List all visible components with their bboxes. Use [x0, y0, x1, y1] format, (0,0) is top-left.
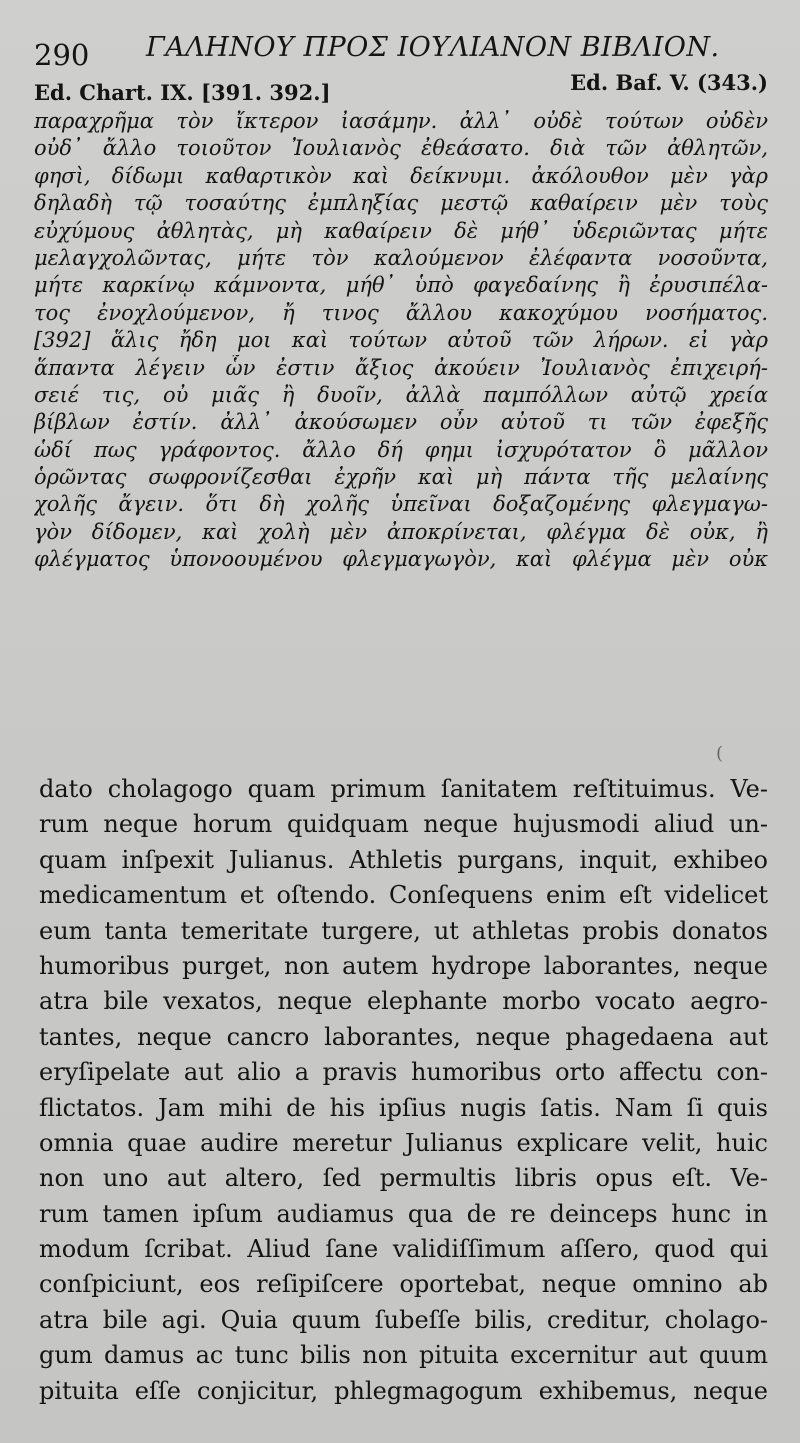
- greek-line: δηλαδὴ τῷ τοσαύτης ἐμπληξίας μεστῷ καθαίρειν μὲν τοὺς: [34, 191, 768, 216]
- latin-line: humoribus purget, non autem hydrope laborantes, neque: [39, 951, 768, 980]
- greek-line: οὐδ᾽ ἄλλο τοιοῦτον Ἰουλιανὸς ἐθεάσατο. διὰ τῶν ἀθλητῶν,: [34, 136, 768, 161]
- greek-line: βίβλων ἐστίν. ἀλλ᾽ ἀκούσωμεν οὖν αὐτοῦ τι τῶν ἐφεξῆς: [34, 410, 768, 435]
- greek-line: παραχρῆμα τὸν ἴκτερον ἰασάμην. ἀλλ᾽ οὐδὲ τούτων οὐδὲν: [34, 109, 768, 133]
- latin-line: atra bile vexatos, neque elephante morbo vocato aegro-: [39, 987, 768, 1016]
- edition-references: [34, 70, 768, 106]
- greek-line: τος ἐνοχλούμενον, ἤ τινος ἄλλου κακοχύμου νοσήματος.: [34, 300, 768, 325]
- greek-line: φησὶ, δίδωμι καθαρτικὸν καὶ δείκνυμι. ἀκόλουθον μὲν γὰρ: [34, 163, 768, 188]
- latin-line: non uno aut altero, ſed permultis libris opus eſt. Ve-: [39, 1164, 768, 1193]
- latin-line: flictatos. Jam mihi de his ipſius nugis ſatis. Nam ſi quis: [39, 1093, 768, 1122]
- latin-line: dato cholagogo quam primum ſanitatem reſtituimus. Ve-: [39, 775, 768, 803]
- greek-line: εὐχύμους ἀθλητὰς, μὴ καθαίρειν δὲ μήθ᾽ ὑδεριῶντας μήτε: [34, 218, 768, 243]
- greek-line: σειέ τις, οὐ μιᾶς ἢ δυοῖν, ἀλλὰ παμπόλλων αὐτῷ χρεία: [34, 382, 768, 407]
- greek-line: [392] ἅλις ἤδη μοι καὶ τούτων αὐτοῦ τῶν λήρων. εἰ γὰρ: [34, 328, 768, 353]
- page-number: 290: [34, 38, 90, 72]
- greek-line: ὁρῶντας σωφρονίζεσθαι ἐχρῆν καὶ μὴ πάντα τῆς μελαίνης: [34, 465, 768, 490]
- latin-line: conſpiciunt, eos reſipiſcere oportebat, neque omnino ab: [39, 1270, 768, 1299]
- latin-line: rum neque horum quidquam neque hujusmodi aliud un-: [39, 810, 768, 839]
- latin-line: eum tanta temeritate turgere, ut athletas probis donatos: [39, 916, 768, 945]
- greek-text-column: [34, 108, 768, 574]
- book-title: ΓΑΛΗΝΟΥ ΠΡΟΣ ΙΟΥΛΙΑΝΟΝ ΒΙΒΛΙΟΝ.: [146, 32, 720, 63]
- greek-line: γὸν δίδομεν, καὶ χολὴ μὲν ἀποκρίνεται, φλέγμα δὲ οὐκ, ἢ: [34, 519, 768, 544]
- greek-line: χολῆς ἄγειν. ὅτι δὴ χολῆς ὑπεῖναι δοξαζομένης φλεγμαγω-: [34, 492, 768, 517]
- greek-line: μελαγχολῶντας, μήτε τὸν καλούμενον ἐλέφαντα νοσοῦντα,: [34, 245, 768, 270]
- greek-line: φλέγματος ὑπονοουμένου φλεγμαγωγὸν, καὶ φλέγμα μὲν οὐκ: [34, 547, 768, 572]
- greek-line: ὡδί πως γράφοντος. ἄλλο δή φημι ἰσχυρότατον ὃ μᾶλλον: [34, 437, 768, 462]
- edition-chart-reference: Ed. Chart. IX. [391. 392.]: [34, 80, 331, 105]
- latin-text-column: [39, 772, 768, 1409]
- latin-line: medicamentum et oſtendo. Conſequens enim eſt videlicet: [39, 881, 768, 910]
- latin-line: eryſipelate aut alio a pravis humoribus orto affectu con-: [39, 1058, 768, 1087]
- latin-line: atra bile agi. Quia quum ſubeſſe bilis, creditur, cholago-: [39, 1305, 768, 1334]
- latin-line: modum ſcribat. Aliud ſane validiſſimum aſſero, quod qui: [39, 1235, 768, 1264]
- latin-line: gum damus ac tunc bilis non pituita excernitur aut quum: [39, 1341, 768, 1370]
- latin-line: pituita eſſe conjicitur, phlegmagogum exhibemus, neque: [39, 1376, 768, 1405]
- edition-basel-reference: Ed. Baf. V. (343.): [570, 70, 768, 95]
- latin-line: quam inſpexit Julianus. Athletis purgans, inquit, exhibeo: [39, 845, 768, 874]
- latin-line: rum tamen ipſum audiamus qua de re deinceps hunc in: [39, 1199, 768, 1228]
- margin-mark: (: [716, 743, 724, 764]
- greek-line: ἅπαντα λέγειν ὧν ἐστιν ἄξιος ἀκούειν Ἰουλιανὸς ἐπιχειρή-: [34, 355, 768, 380]
- latin-line: tantes, neque cancro laborantes, neque phagedaena aut: [39, 1022, 768, 1051]
- greek-line: μήτε καρκίνῳ κάμνοντα, μήθ᾽ ὑπὸ φαγεδαίνης ἢ ἐρυσιπέλα-: [34, 273, 768, 298]
- latin-line: omnia quae audire meretur Julianus explicare velit, huic: [39, 1128, 768, 1157]
